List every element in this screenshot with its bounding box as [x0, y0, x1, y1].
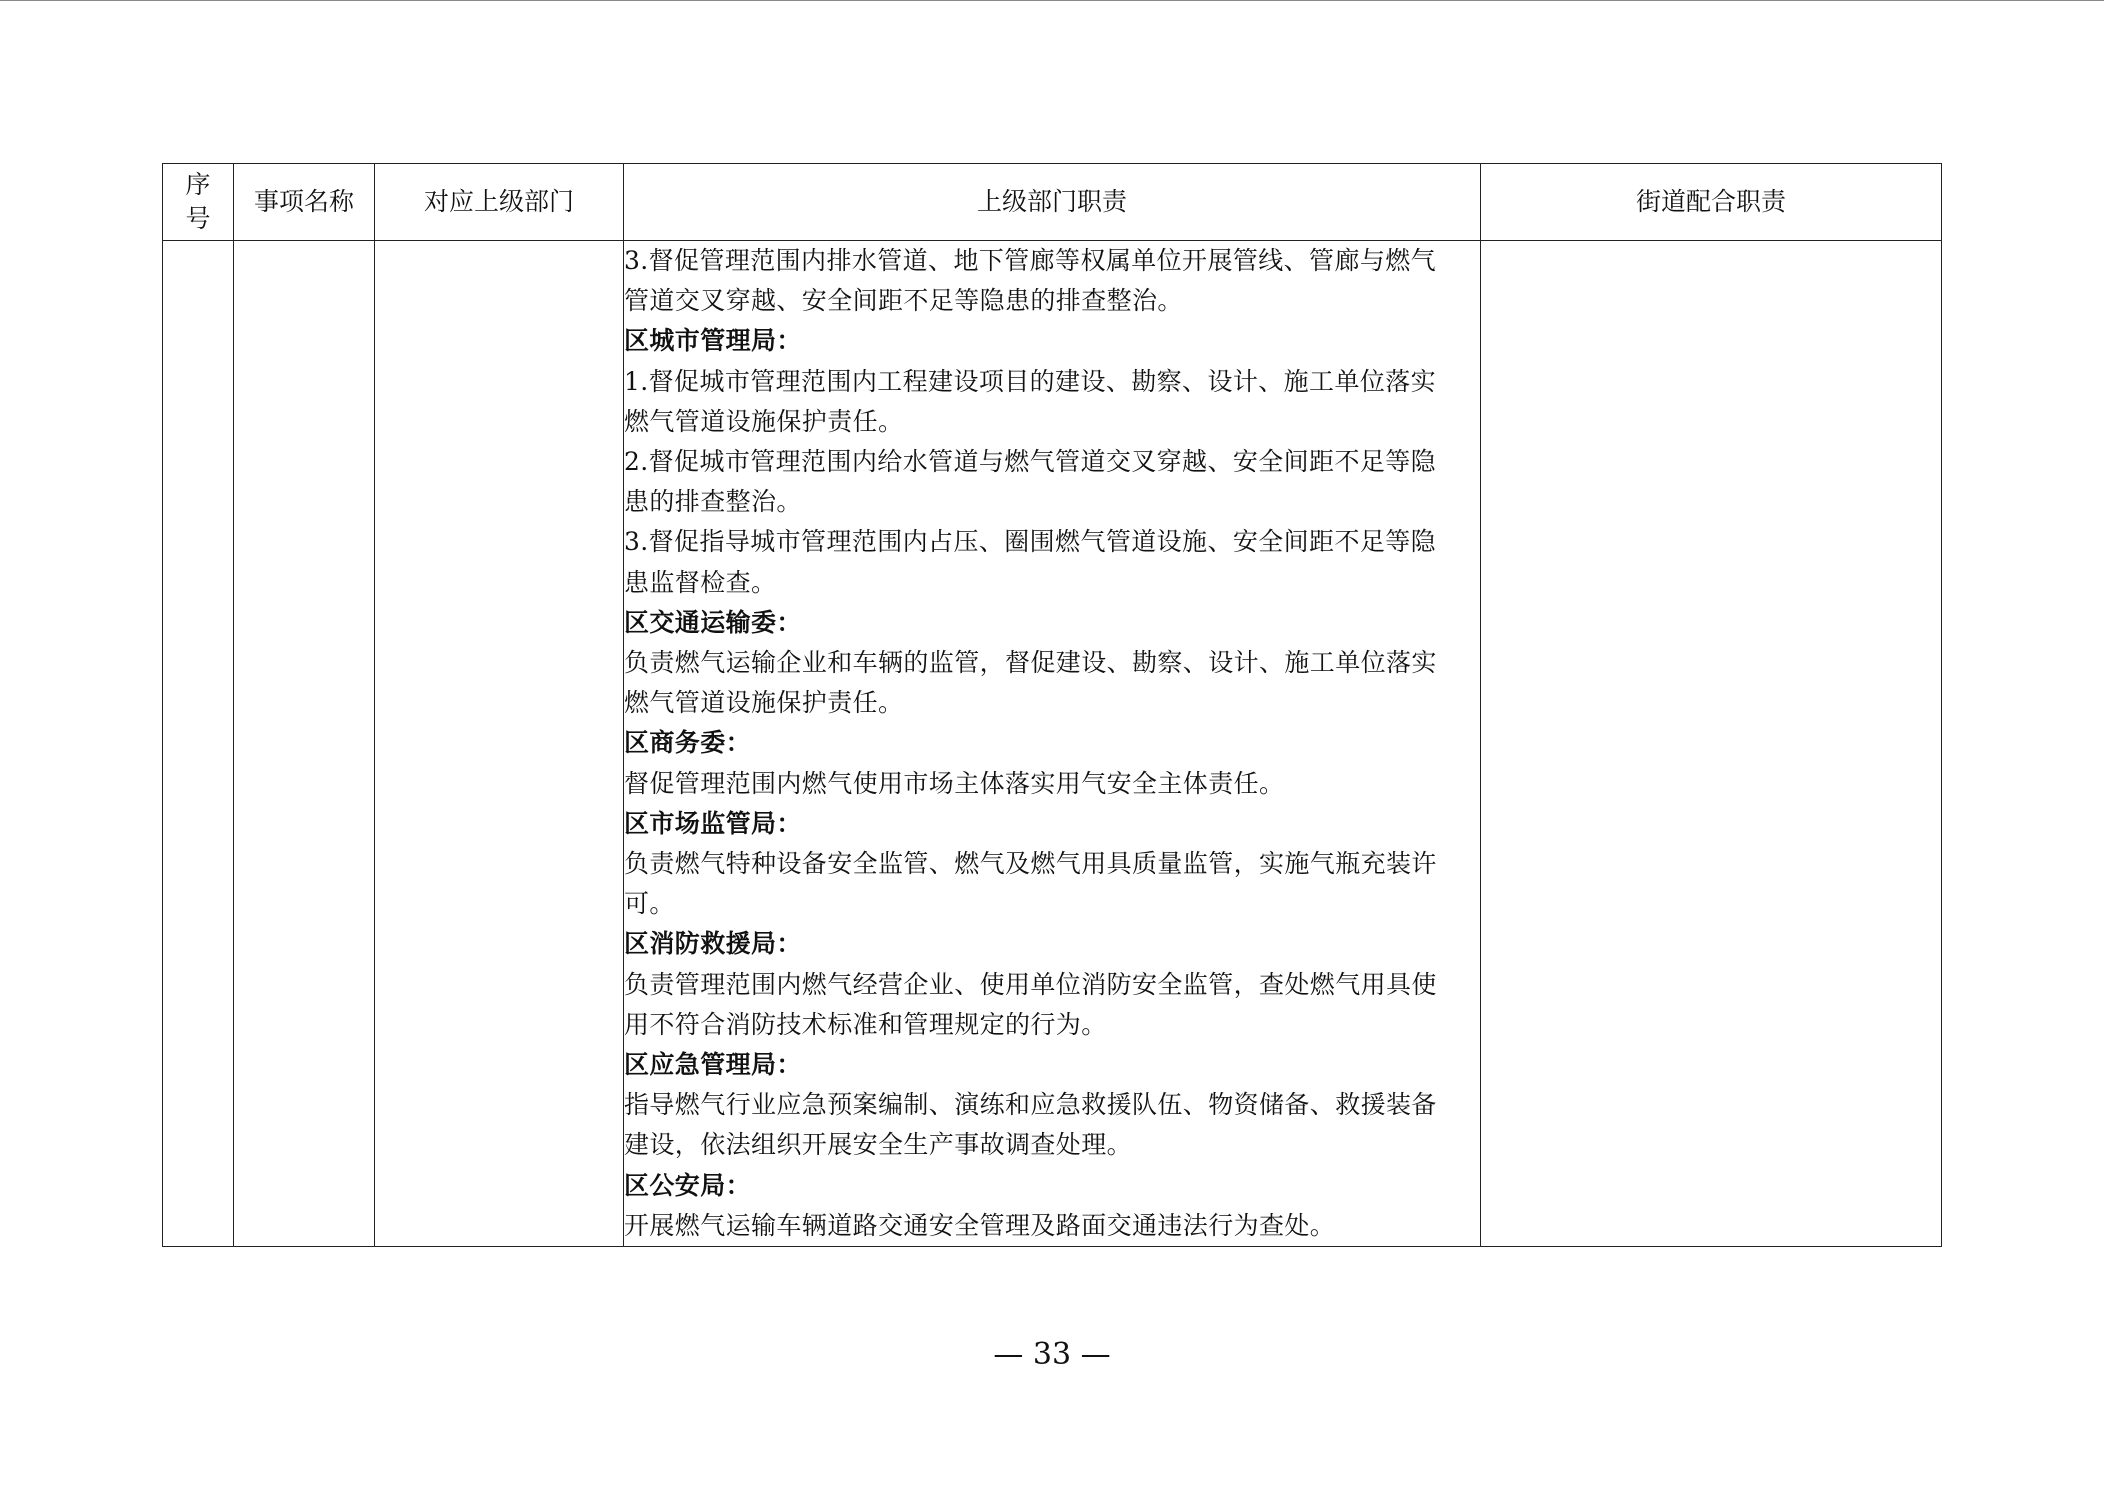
page-number: — 33 —	[993, 1337, 1111, 1372]
duty-line: 3.督促管理范围内排水管道、地下管廊等权属单位开展管线、管廊与燃气	[624, 246, 1437, 275]
table-header-row	[163, 164, 1942, 241]
header-duty: 上级部门职责	[624, 164, 1481, 241]
header-item-name: 事项名称	[234, 164, 375, 241]
duty-dept-heading: 区商务委：	[624, 728, 752, 758]
duty-line: 用不符合消防技术标准和管理规定的行为。	[624, 1009, 1107, 1039]
header-seq	[163, 164, 234, 241]
duty-dept-heading: 区公安局：	[624, 1170, 752, 1200]
duty-line: 负责管理范围内燃气经营企业、使用单位消防安全监管，查处燃气用具使	[624, 969, 1437, 999]
duty-line: 开展燃气运输车辆道路交通安全管理及路面交通违法行为查处。	[624, 1210, 1336, 1240]
duty-dept-heading: 区交通运输委：	[624, 607, 802, 637]
duty-line: 负责燃气运输企业和车辆的监管，督促建设、勘察、设计、施工单位落实	[624, 648, 1437, 678]
duty-line: 建设，依法组织开展安全生产事故调查处理。	[624, 1130, 1133, 1160]
duty-line: 2.督促城市管理范围内给水管道与燃气管道交叉穿越、安全间距不足等隐	[624, 447, 1437, 477]
header-street: 街道配合职责	[1481, 164, 1942, 241]
page-top-border	[0, 0, 2104, 1]
duty-line: 管道交叉穿越、安全间距不足等隐患的排查整治。	[624, 286, 1183, 316]
header-seq-line-2: 号	[185, 204, 211, 233]
duty-line: 燃气管道设施保护责任。	[624, 406, 904, 436]
cell-street	[1481, 241, 1942, 1247]
cell-seq	[163, 241, 234, 1247]
duty-lines	[624, 241, 1480, 1246]
header-dept: 对应上级部门	[375, 164, 624, 241]
duty-line: 患的排查整治。	[624, 487, 802, 517]
duty-line: 负责燃气特种设备安全监管、燃气及燃气用具质量监管，实施气瓶充装许	[624, 849, 1437, 879]
cell-dept	[375, 241, 624, 1247]
duty-line: 患监督检查。	[624, 567, 777, 597]
duty-line: 燃气管道设施保护责任。	[624, 688, 904, 718]
duty-line: 3.督促指导城市管理范围内占压、圈围燃气管道设施、安全间距不足等隐	[624, 527, 1437, 557]
duty-line: 1.督促城市管理范围内工程建设项目的建设、勘察、设计、施工单位落实	[624, 366, 1437, 396]
duty-dept-heading: 区城市管理局：	[624, 326, 802, 356]
duty-line: 督促管理范围内燃气使用市场主体落实用气安全主体责任。	[624, 768, 1285, 798]
duty-table	[162, 163, 1942, 1247]
duty-dept-heading: 区应急管理局：	[624, 1050, 802, 1080]
duty-dept-heading: 区消防救援局：	[624, 929, 802, 959]
duty-line: 指导燃气行业应急预案编制、演练和应急救援队伍、物资储备、救援装备	[624, 1090, 1437, 1120]
cell-item-name	[234, 241, 375, 1247]
table-row	[163, 241, 1942, 1247]
cell-duty	[624, 241, 1481, 1247]
duty-line: 可。	[624, 889, 675, 919]
header-seq-line-1: 序	[185, 170, 211, 199]
duty-dept-heading: 区市场监管局：	[624, 808, 802, 838]
